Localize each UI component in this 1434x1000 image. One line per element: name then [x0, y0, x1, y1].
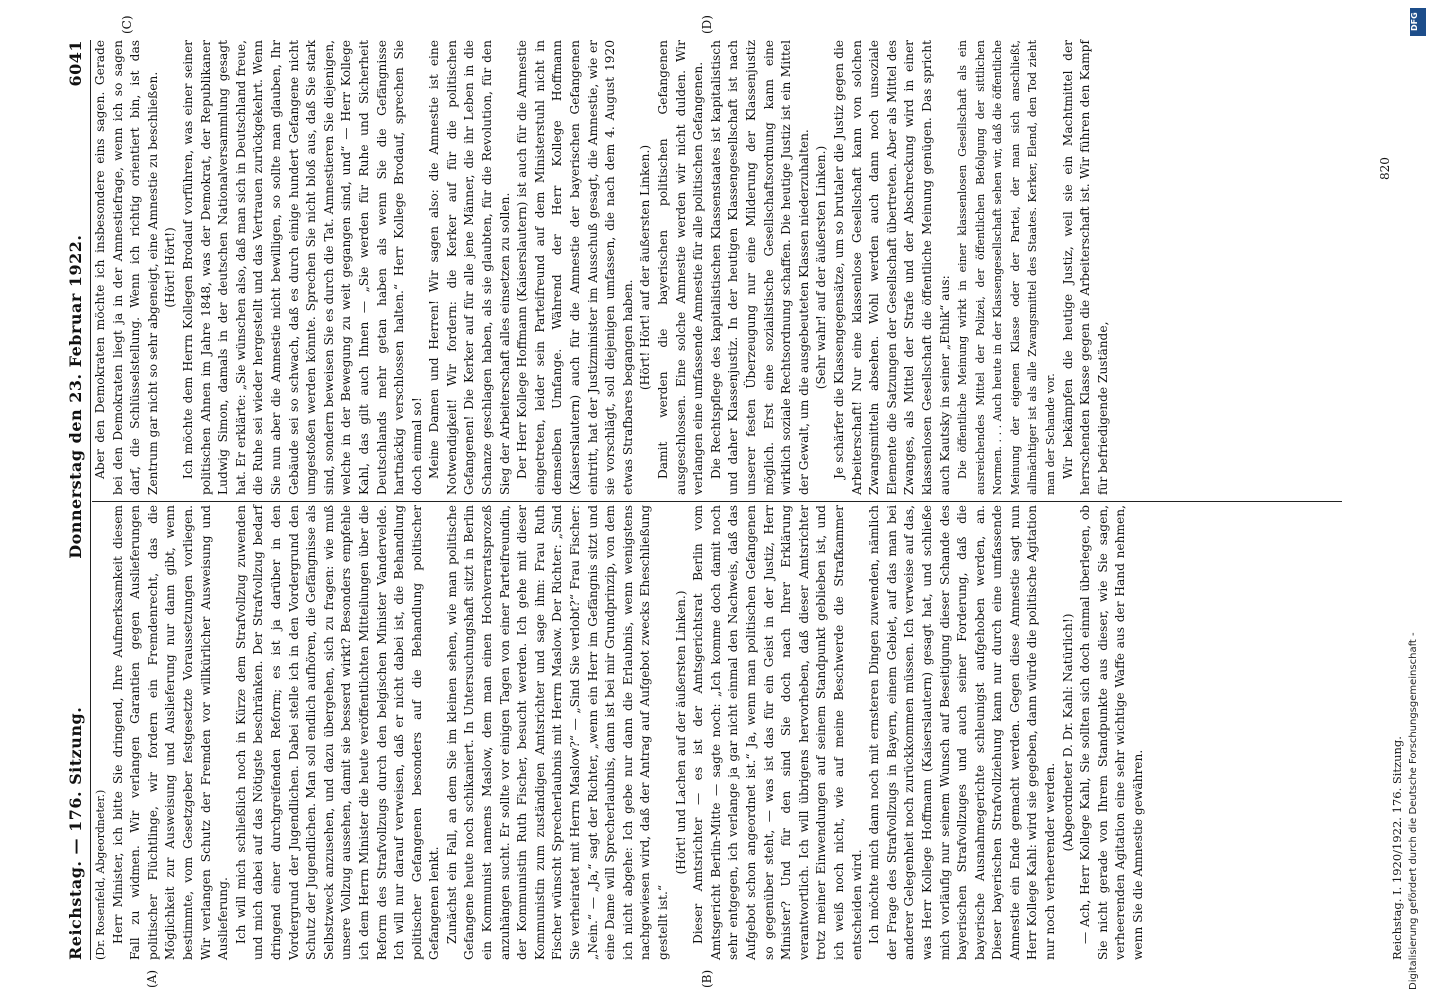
speaker-note: (Dr. Rosenfeld, Abgeordneter.) — [94, 789, 107, 960]
quotation-block: Die öffentliche Meinung wirkt in einer klassenlosen Gesellschaft als ein ausreichendes Mittel der Polizei, der öffentlichen Befolgung der sittlichen Normen. . . . Auch heute in der Klassengesellschaft sehen wir, daß die öffentliche Meinung der eigenen Klasse oder der Partei, der man sich anschließt, allmächtiger ist als alle Zwangsmittel des Staates. Kerker, Elend, den Tod zieht man der Schande vor. — [956, 40, 1058, 495]
left-paragraph: Ich möchte mich dann noch mit ernsteren Dingen zuwenden, nämlich der Frage des Strafvollzugs in Bayern, einem Gebiet, auf das man bei anderer Gelegenheit noch zurückkommen müssen. Ich verweise auf das, was Herr Kollege Hoffmann (Kaiserslautern) gesagt hat, und schließe mich vorläufig nur seinem Wunsch auf Beseitigung dieser Schande des bayerischen Strafvollzuges und auch seiner Forderung, daß die bayerische Ausnahmegerichte schleunigst aufgehoben werden, an. Dieser bayerischen Strafvollziehung kann nur durch eine umfassende Amnestie ein Ende gemacht werden. Gegen diese Amnestie sagt nun Herr Kollege Kahl: wird sie gegeben, dann würde die politische Agitation nur noch verheerender werden. — [867, 505, 1058, 960]
right-paragraph: Meine Damen und Herren! Wir sagen also: die Amnestie ist eine Notwendigkeit! Wir fordern: die Kerker auf für die politischen Gefangenen! Die Kerker auf für alle jene Männer, die ihr Leben in die Schanze geschlagen haben, als sie glaubten, für die Revolution, für den Sieg der Arbeiterschaft alles einsetzen zu sollen. — [427, 40, 512, 495]
header-page-number: 6041 — [66, 40, 85, 87]
right-paragraph: Ich möchte dem Herrn Kollegen Brodauf vorführen, was einer seiner politischen Ahnen im Jahre 1848, was der Demokrat, der Republikaner Ludwig Simon, damals in der deutschen Nationalversammlung gesagt hat. Er erklärte: „Sie wünschen also, daß man sich in Deutschland freue, die Ruhe sei wieder hergestellt und das Vertrauen zurückgekehrt. Wenn Sie nun aber die Amnestie nicht bewilligen, so sollte man glauben, Ihr Gebäude sei so schwach, daß es durch einige hundert Gefangene nicht umgestoßen werden könnte. Sprechen Sie nicht bloß aus, daß Sie stark sind, sondern beweisen Sie es durch die Tat. Amnestieren Sie diejenigen, welche in der Bewegung zu weit gegangen sind, und“ — Herr Kollege Kahl, das gilt auch Ihnen — „Sie werden für Ruhe und Sicherheit Deutschlands mehr getan haben als wenn Sie die Gefängnisse hartnäckig verschlossen halten.“ Herr Kollege Brodauf, sprechen Sie doch einmal so! — [180, 40, 424, 495]
header-rule — [90, 40, 91, 960]
left-paragraph: — Ach, Herr Kollege Kahl, Sie sollten sich doch einmal überlegen, ob Sie nicht gerade von Ihrem Standpunkte aus dieser, wie Sie sagen, verheerenden Agitation eine sehr wichtige Waffe aus der Hand nehmen, wenn Sie die Amnestie gewähren. — [1078, 505, 1146, 960]
right-column — [92, 40, 1362, 495]
interjection: (Abgeordneter D. Dr. Kahl: Natürlich!) — [1060, 613, 1075, 852]
dfg-sidebar — [1402, 0, 1432, 1000]
right-paragraph: Der Herr Kollege Hoffmann (Kaiserslautern) ist auch für die Amnestie eingetreten, leider sein Parteifreund auf dem Ministerstuhl nicht in demselben Umfange. Während der Herr Kollege Hoffmann (Kaiserslautern) auch für die Amnestie der bayerischen Gefangenen eintritt, hat der Justizminister im Ausschuß gesagt, die Amnestie, wie er sie vorschlägt, soll diejenigen umfassen, die nach dem 4. August 1920 etwas Strafbares begangen haben. — [515, 40, 635, 495]
right-paragraph: Aber den Demokraten möchte ich insbesondere eins sagen. Gerade bei den Demokraten liegt ja in der Amnestiefrage, wenn ich so sagen darf, die Schlüsselstellung. Wenn ich richtig orientiert bin, ist das Zentrum gar nicht so sehr abgeneigt, eine Amnestie zu beschließen. — [93, 40, 160, 495]
margin-mark-b: (B) — [700, 969, 714, 988]
page-footer: Reichstag. I. 1920/1922. 176. Sitzung. — [1390, 736, 1404, 960]
dfg-logo: DFG — [1410, 8, 1426, 36]
right-paragraph: Je schärfer die Klassengegensätze, um so brutaler die Justiz gegen die Arbeiterschaft! Nur eine klassenlose Gesellschaft kann von solchen Zwangsmitteln absehen. Wohl werden auch dann noch unsoziale Elemente die Satzungen der Gesellschaft übertreten. Aber als Mittel des Zwanges, als Mittel der Strafe und der Abschreckung wird in einer klassenlosen Gesellschaft die öffentliche Meinung genügen. Das spricht auch Kautsky in seiner „Ethik“ aus: — [831, 40, 952, 495]
margin-mark-c: (C) — [120, 15, 134, 34]
interjection: (Sehr wahr! auf der äußersten Linken.) — [814, 145, 829, 390]
left-paragraph: Dieser Amtsrichter — es ist der Amtsgerichtsrat Berlin vom Amtsgericht Berlin-Mitte — sagte noch: „Ich komme doch damit noch sehr entgegen, ich verlange ja gar nicht einmal den Nachweis, daß das Aufgebot schon angeordnet ist.“ Ja, wenn man politischen Gefangenen so gegenüber steht, — was ist das für ein Geist in der Justiz, Herr Minister? Und für den sind Sie doch nach Ihrer Erklärung verantwortlich. Ich will übrigens hervorheben, daß dieser Amtsrichter trotz meiner Einwendungen auf seinem Standpunkt geblieben ist, und ich weiß noch nicht, wie auf meine Beschwerde die Strafkammer entscheiden wird. — [691, 505, 864, 960]
interjection: (Hört! Hört! auf der äußersten Linken.) — [638, 144, 653, 391]
interjection: (Hört! und Lachen auf der äußersten Linken.) — [673, 590, 688, 875]
page-header — [66, 40, 90, 960]
interjection: (Hört! Hört!) — [163, 227, 178, 308]
right-paragraph: Wir bekämpfen die heutige Justiz, weil sie ein Machtmittel der herrschenden Klasse gegen die Arbeiterschaft ist. Wir führen den Kampf für befriedigende Zustände, — [1060, 40, 1110, 495]
left-column — [92, 505, 1362, 960]
margin-mark-a: (A) — [145, 969, 159, 988]
left-paragraph: Ich will mich schließlich noch in Kürze dem Strafvollzug zuwenden und mich dabei auf das Nötigste beschränken. Der Strafvollzug bedarf dringend einer durchgreifenden Reform; es ist ja darüber in den Vordergrund der Jugendlichen. Dabei stelle ich in den Vordergrund den Schutz der Jugendlichen. Man soll endlich aufhören, die Gefängnisse als Selbstzweck anzusehen, und dazu übergehen, sich zu fragen: wie muß unsere Vollzug aussehen, damit sie besserd wirkt? Besonders empfehle ich dem Herrn Minister die heute veröffentlichten Mitteilungen über die Reform des Strafvollzugs durch den belgischen Minister Vandervelde. Ich will nur darauf verweisen, daß er nicht dabei ist, die Behandlung politischer Gefangenen besonders auf die Behandlung politischer Gefangenen lenkt. — [233, 505, 442, 960]
footer-page-number: 820 — [1378, 157, 1392, 180]
dfg-funding-note: Digitalisierung gefördert durch die Deutsche Forschungsgemeinschaft - — [1408, 632, 1419, 990]
column-divider — [92, 501, 1342, 502]
right-paragraph: Damit werden die bayerischen politischen Gefangenen ausgeschlossen. Eine solche Amnestie werden wir nicht dulden. Wir verlangen eine umfassende Amnestie für alle politischen Gefangenen. — [656, 40, 706, 495]
header-session: Reichstag. — 176. Sitzung. — [66, 706, 85, 960]
margin-mark-d: (D) — [700, 15, 714, 34]
right-paragraph: Die Rechtspflege des kapitalistischen Klassenstaates ist kapitalistisch und daher Klassenjustiz. In der heutigen Klassengesellschaft ist nach unserer festen Überzeugung nur eine Milderung der Klassenjustiz möglich. Erst eine sozialistische Gesellschaftsordnung kann eine wirklich soziale Rechtsordnung schaffen. Die heutige Justiz ist ein Mittel der Gewalt, um die ausgebeuteten Klassen niederzuhalten. — [708, 40, 811, 495]
left-paragraph: Herr Minister, ich bitte Sie dringend, Ihre Aufmerksamkeit diesem Fall zu widmen. Wir verlangen Garantien gegen Auslieferungen politischer Flüchtlinge, wir fordern ein Fremdenrecht, das die Möglichkeit zur Ausweisung und Auslieferung nur dann gibt, wenn bestimmte, vom Gesetzgeber festgesetzte Voraussetzungen vorliegen. Wir verlangen Schutz der Fremden vor willkürlicher Ausweisung und Auslieferung. — [110, 505, 231, 960]
header-date: Donnerstag den 23. Februar 1922. — [66, 234, 85, 559]
left-paragraph: Zunächst ein Fall, an dem Sie im kleinen sehen, wie man politische Gefangene heute noch schikaniert. In Untersuchungshaft sitzt in Berlin ein Kommunist namens Maslow, dem man einen Hochverratsprozeß anzuhängen sucht. Er sollte vor einigen Tagen von einer Parteifreundin, der Kommunistin Ruth Fischer, besucht werden. Ich gehe mit dieser Kommunistin zum zuständigen Amtsrichter und sage ihm: Frau Ruth Fischer wünscht Sprecherlaubnis mit Herrn Maslow. Der Richter: „Sind Sie verheiratet mit Herrn Maslow?“ — „Sind Sie verlobt?“ Frau Fischer: „Nein.“ — „Ja,“ sagt der Richter, „wenn ein Herr im Gefängnis sitzt und eine Dame will Sprecherlaubnis, dann ist bei mir Grundprinzip, von dem ich nicht abgehe: Ich gebe nur dann die Erlaubnis, wenn wenigstens nachgewiesen wird, daß der Antrag auf Aufgebot zwecks Eheschließung gestellt ist.“ — [444, 505, 670, 960]
